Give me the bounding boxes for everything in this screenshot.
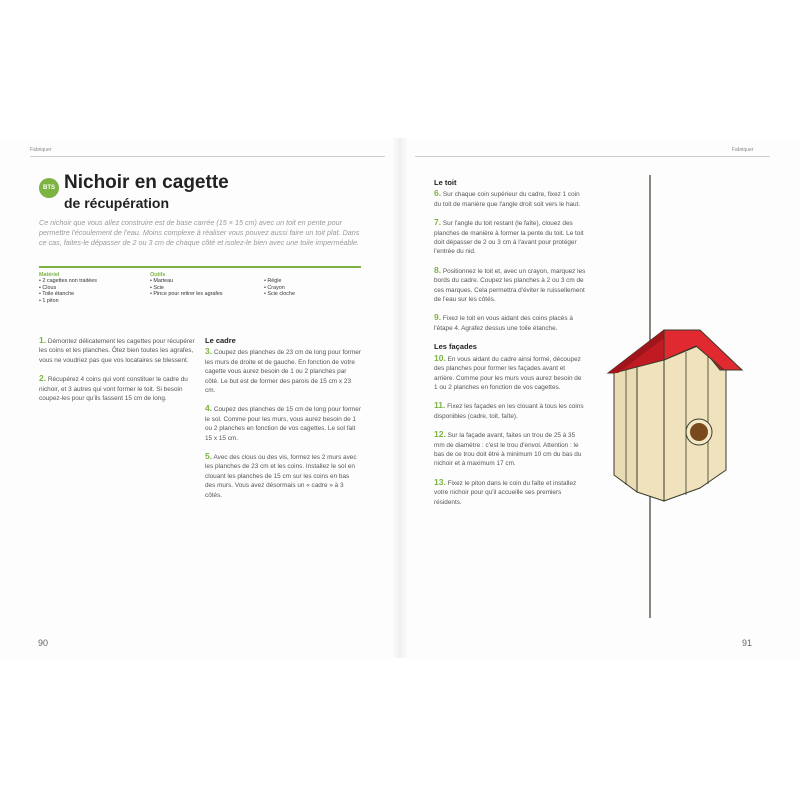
running-head-right: Fabriquer <box>732 147 754 153</box>
step-12 <box>434 430 586 469</box>
step-text: Coupez des planches de 15 cm de long pour former le sol. Comme pour les murs, vous aurez besoin de 1 ou 2 planches en fonction de vos cagettes. Le sol fait 15 x 15 cm. <box>205 406 361 442</box>
step-text: Sur la façade avant, faites un trou de 25 à 35 mm de diamètre : c'est le trou d'envol. Attention : le bas de ce trou doit être à minimum 10 cm du bas du nichoir et à maximum 17 cm. <box>434 432 582 468</box>
steps-column-1 <box>39 336 195 412</box>
step-number: 13. <box>434 476 446 487</box>
section-heading-facades: Les façades <box>434 342 477 352</box>
step-text: En vous aidant du cadre ainsi formé, découpez des planches pour former les façades avant et arrière. Comme pour les murs vous aurez besoin de 1 ou 2 planches en fonction de vos cagettes. <box>434 355 582 391</box>
birdhouse-illustration <box>600 170 750 630</box>
step-number: 7. <box>434 217 442 228</box>
step-number: 1. <box>39 335 47 345</box>
step-text: Récupérez 4 coins qui vont constituer le cadre du nichoir, et 3 autres qui vont former le toit. Si besoin coupez-les pour qu'ils fassent 15 cm de long. <box>39 376 188 403</box>
step-number: 8. <box>434 264 442 275</box>
category-badge: BTS <box>39 178 59 198</box>
step-4 <box>205 404 361 443</box>
step-number: 12. <box>434 429 446 440</box>
list-item: • Règle <box>264 278 354 284</box>
page-number-left: 90 <box>38 638 49 648</box>
entrance-hole-icon <box>690 423 708 441</box>
step-number: 6. <box>434 188 442 199</box>
step-6 <box>434 189 586 209</box>
step-5 <box>205 452 361 500</box>
list-item: • 2 cagettes non traitées <box>39 278 144 284</box>
step-number: 4. <box>205 403 213 414</box>
intro-paragraph: Ce nichoir que vous allez construire est de base carrée (15 × 15 cm) avec un toit en pente pour permettre l'écoulement de l'eau. Moins complexe à réaliser vous pouvez aussi faire un toit plat. Dans ce cas, faites-le dépasser de 2 ou 3 cm de chaque côté et isolez-le bien avec une toile imperméable. <box>39 218 360 247</box>
section-heading-cadre: Le cadre <box>205 336 236 345</box>
step-9 <box>434 313 586 333</box>
list-item: • Clous <box>39 285 144 291</box>
list-item: • 1 piton <box>39 298 144 304</box>
step-10 <box>434 354 586 393</box>
step-number: 10. <box>434 352 446 363</box>
list-item: • Toile étanche <box>39 291 144 297</box>
step-number: 9. <box>434 312 442 323</box>
list-item: • Marteau <box>150 278 250 284</box>
step-number: 11. <box>434 400 446 411</box>
page-title: Nichoir en cagette <box>64 172 229 193</box>
list-item: • Pince pour retirer les agrafes <box>150 291 250 297</box>
gutter-shadow <box>392 138 408 658</box>
step-text: Positionnez le toit et, avec un crayon, marquez les bords du cadre. Coupez les planches à 2 ou 3 cm de ces marques. Cela permettra d'éviter le ruissellement de l'eau sur les côtés. <box>434 267 586 304</box>
step-number: 3. <box>205 346 213 357</box>
list-item: • Scie <box>150 285 250 291</box>
section-heading-toit: Le toit <box>434 178 457 187</box>
running-rule-right <box>415 156 770 157</box>
outils-list <box>150 272 250 298</box>
running-head-left: Fabriquer <box>30 147 52 153</box>
step-number: 5. <box>205 451 213 462</box>
steps-column-2 <box>205 336 361 509</box>
step-text: Coupez des planches de 23 cm de long pour former les murs de droite et de gauche. En fonction de votre cagette vous aurez besoin de 1 ou 2 planches par côté. Le but est de former des parois de 15 cm x 23 cm. <box>205 349 361 395</box>
step-7 <box>434 218 586 257</box>
materiel-list <box>39 272 144 304</box>
step-text: Sur chaque coin supérieur du cadre, fixez 1 coin du toit de manière que l'angle droit soit vers le haut. <box>434 191 581 208</box>
steps-column-3 <box>434 178 586 516</box>
step-number: 2. <box>39 373 47 384</box>
page-number-right: 91 <box>742 638 753 648</box>
list-item: • Crayon <box>264 285 354 291</box>
running-rule-left <box>30 156 385 157</box>
step-text: Fixez les façades en les clouant à tous les coins disponibles (cadre, toit, faîte). <box>434 403 584 420</box>
step-text: Démontez délicatement les cagettes pour récupérer les coins et les planches. Ôtez bien toutes les agrafes, vous ne voudriez pas que vos locataires se blessent. <box>39 338 195 364</box>
outils-list-continued <box>264 272 354 298</box>
step-text: Avec des clous ou des vis, formez les 2 murs avec les planches de 23 cm et les coins. Installez le sol en clouant les planches de 15 cm sur les coins en bas des murs. Vous avez désormais un « cadre » à 3 côtés. <box>205 454 357 499</box>
step-text: Fixez le toit en vous aidant des coins placés à l'étape 4. Agrafez dessus une toile étanche. <box>434 315 573 332</box>
birdhouse-side-wall <box>614 360 637 492</box>
list-item: • Scie cloche <box>264 291 354 297</box>
step-2 <box>39 374 195 403</box>
page-subtitle: de récupération <box>64 195 170 211</box>
step-3 <box>205 347 361 395</box>
step-11 <box>434 401 586 421</box>
step-8 <box>434 266 586 305</box>
section-divider <box>39 266 361 268</box>
birdhouse-front-wall-left <box>637 360 664 501</box>
step-text: Sur l'angle du toit restant (le faîte), clouez des planches de manière à former la pente du toit. Le toit doit dépasser de 2 ou 3 cm à l'avant pour protéger l'entrée du nid. <box>434 220 584 256</box>
step-13 <box>434 478 586 507</box>
step-1 <box>39 336 195 365</box>
outils-heading: Outils <box>150 272 166 278</box>
step-text: Fixez le piton dans le coin du faîte et installez votre nichoir pour qu'il accueille ses premiers résidents. <box>434 479 577 506</box>
materiel-heading: Matériel <box>39 272 60 278</box>
